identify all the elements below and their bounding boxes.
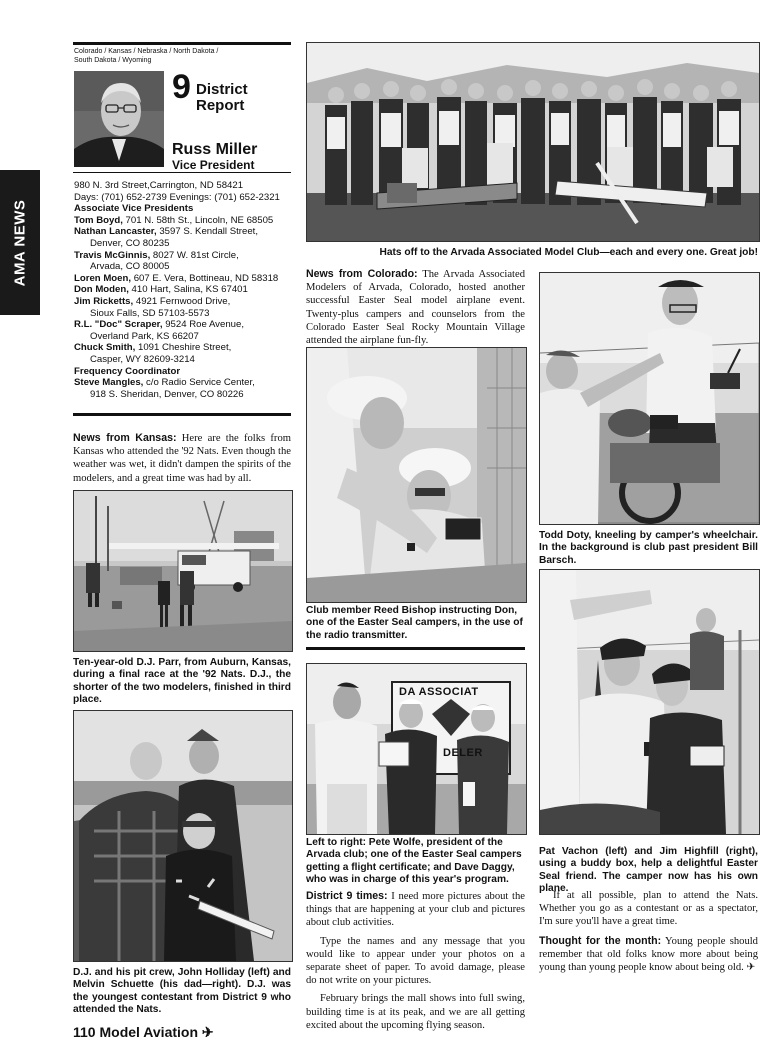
group-photo xyxy=(306,42,760,242)
freq-entry: Steve Mangles, c/o Radio Service Center, xyxy=(74,377,255,389)
contact-bottom-rule xyxy=(73,413,291,416)
reed-bishop-photo xyxy=(306,347,527,603)
contact-block: 980 N. 3rd Street,Carrington, ND 58421 Days: (701) 652-2739 Evenings: (701) 652-2321 Associate Vice Presidents Tom Boyd, 701 N. 58th St., Lincoln, NE 68505 Nathan Lancaster, 3597 S. Kendall Street, Denver, CO 80235 Travis McGinnis, 8027 W. 81st Circle, Arvada, CO 80005 Loren Moen, 607 E. Vera, Bottineau, ND 58318 Don Moden, 410 Hart, Salina, KS 67401 Jim Ricketts, 4921 Fernwood Drive, Sioux Falls, SD 57103-5573 R.L. "Doc" Scraper, 9524 Roe Avenue, Overland Park, KS 66207 Chuck Smith, 1091 Cheshire Street, Casper, WY 82609-3214 Frequency Coordinator Steve Mangles, c/o Radio Service Center, 918 S. Sheridan, Denver, CO 80226 xyxy=(74,180,292,400)
reed-bishop-caption: Club member Reed Bishop instructing Don, one of the Easter Seal campers, in the use of the radio transmitter. xyxy=(306,605,523,641)
certificate-caption: Left to right: Pete Wolfe, president of the Arvada club; one of the Easter Seal campers getting a flight certificate; and Dave Daggy, who was in charge of this year's program. xyxy=(306,837,522,886)
district-report-label: District Report xyxy=(196,81,248,114)
buddy-box-caption: Pat Vachon (left) and Jim Highfill (right), using a buddy box, help a delightful Easter Seal friend. The camper now has his own plane. xyxy=(539,846,758,895)
vp-title: Vice President xyxy=(172,158,255,172)
pit-crew-photo xyxy=(73,710,293,962)
pit-crew-caption: D.J. and his pit crew, John Holliday (left) and Melvin Schuette (his dad—right). D.J. was the youngest contestant from District 9 who attended the Nats. xyxy=(73,967,291,1016)
vp-name: Russ Miller xyxy=(172,141,258,158)
associate-entry: Jim Ricketts, 4921 Fernwood Drive, xyxy=(74,295,231,307)
airplane-icon: ✈ xyxy=(743,962,756,974)
airplane-icon: ✈ xyxy=(201,1024,214,1040)
page-footer xyxy=(73,1024,214,1041)
todd-doty-caption: Todd Doty, kneeling by camper's wheelchair. In the background is club past president Bill Barsch. xyxy=(539,530,758,566)
club-sign: DA ASSOCIAT DELER xyxy=(399,686,483,759)
associates-heading: Associate Vice Presidents xyxy=(74,203,194,215)
race-photo xyxy=(73,490,293,652)
associate-entry: Loren Moen, 607 E. Vera, Bottineau, ND 58318 xyxy=(74,272,279,284)
right-column-text: If at all possible, plan to attend the Nats. Whether you go as a contestant or as a spectator, I'm sure you'll have a great time. Thought for the month: Young people should remember that old folks know more about being young than young people know about being old. ✈ xyxy=(539,890,758,974)
magazine-name: Model Aviation xyxy=(99,1024,199,1040)
thought-for-month: Thought for the month: Young people should remember that old folks know more about being young than young people know about being old. ✈ xyxy=(539,934,758,974)
associate-entry: Tom Boyd, 701 N. 58th St., Lincoln, NE 68505 xyxy=(74,214,274,226)
buddy-box-photo xyxy=(539,569,760,835)
kansas-news: News from Kansas: Here are the folks from Kansas who attended the '92 Nats. Even though the weather was wet, it didn't dampen the spirits of the modelers, and a great time was had by all. xyxy=(73,432,291,484)
group-photo-caption: Hats off to the Arvada Associated Model Club—each and every one. Great job! xyxy=(379,247,758,258)
header-rule xyxy=(73,42,291,45)
freq-heading: Frequency Coordinator xyxy=(74,365,181,377)
district-number: 9 xyxy=(172,68,191,106)
page-number: 110 xyxy=(73,1024,96,1040)
certificate-photo xyxy=(306,663,527,835)
contact-rule xyxy=(73,172,291,173)
associate-entry: Travis McGinnis, 8027 W. 81st Circle, xyxy=(74,249,239,261)
section-tab: AMA NEWS xyxy=(0,170,40,315)
associate-entry: Don Moden, 410 Hart, Salina, KS 67401 xyxy=(74,284,248,296)
associate-entry: Chuck Smith, 1091 Cheshire Street, xyxy=(74,342,232,354)
associate-entry: R.L. "Doc" Scraper, 9524 Roe Avenue, xyxy=(74,319,244,331)
states-list: Colorado / Kansas / Nebraska / North Dakota / South Dakota / Wyoming xyxy=(74,48,219,64)
vp-phones: Days: (701) 652-2739 Evenings: (701) 652-2321 xyxy=(74,191,280,203)
vp-portrait xyxy=(74,71,164,167)
vp-address: 980 N. 3rd Street,Carrington, ND 58421 xyxy=(74,180,244,191)
mid-rule xyxy=(306,647,525,650)
associate-entry: Nathan Lancaster, 3597 S. Kendall Street, xyxy=(74,226,258,238)
district-times: District 9 times: I need more pictures about the things that are happening at your club and pictures about club activities. Type the names and any message that you would like to appear under your photos on a separate sheet of paper. To avoid damage, please do not write on your pictures. February brings the mall shows into full swing, building time is at its peak, and we are all getting excited about the upcoming flying season. xyxy=(306,890,525,1031)
todd-doty-photo xyxy=(539,272,760,525)
race-caption: Ten-year-old D.J. Parr, from Auburn, Kansas, during a final race at the '92 Nats. D.J., the shorter of the two modelers, finished in third place. xyxy=(73,657,291,706)
colorado-news: News from Colorado: The Arvada Associated Modelers of Arvada, Colorado, hosted another successful Easter Seal model airplane event. Twenty-plus campers and counselors from the Colorado Easter Seal Rocky Mountain Village attended the airplane fun-fly. xyxy=(306,268,525,347)
